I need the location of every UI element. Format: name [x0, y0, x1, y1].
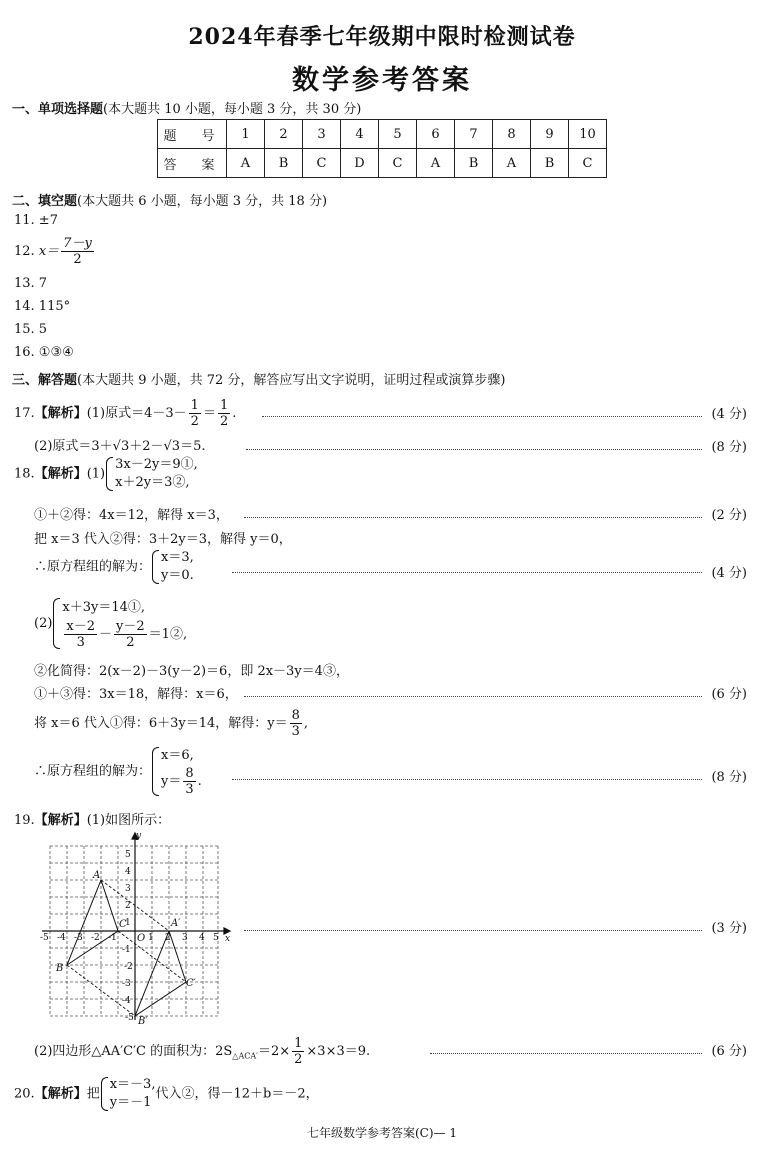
tick-label: -5	[125, 1013, 134, 1023]
answer-12-number: 12.	[14, 244, 35, 259]
tick-label: 2	[165, 933, 171, 943]
q17-part2: (2)原式＝3＋√3＋2－√3＝5.	[34, 439, 206, 454]
table-cell: D	[341, 149, 379, 178]
subscript: △ACA′	[232, 1051, 258, 1061]
score-leader	[232, 779, 702, 780]
tick-label: 3	[182, 933, 188, 943]
section-2-note: (本大题共 6 小题，每小题 3 分，共 18 分)	[77, 194, 328, 209]
score-leader	[244, 930, 702, 931]
point-label: B′	[138, 1016, 148, 1026]
table-header-number: 题 号	[158, 120, 227, 149]
analysis-tag: 【解析】	[34, 813, 87, 828]
equation-system	[151, 549, 194, 585]
point-label: A	[93, 870, 101, 881]
table-cell: 8	[493, 120, 531, 149]
score-leader	[430, 1053, 702, 1054]
denominator: 3	[76, 635, 85, 650]
fraction	[64, 619, 97, 650]
text: (1)如图所示：	[86, 813, 171, 828]
q18-step: ①＋②得：4x＝12，解得 x＝3，	[34, 508, 229, 523]
equation: x＋2y＝3②,	[115, 475, 190, 490]
table-cell: 5	[379, 120, 417, 149]
equation: x＝6,	[161, 748, 194, 763]
equation	[62, 619, 187, 650]
table-cell: 1	[227, 120, 265, 149]
point-label: C′	[186, 978, 196, 989]
equation	[161, 766, 202, 797]
tick-label: 5	[213, 933, 219, 943]
answer-16: 16. ①③④	[14, 345, 74, 360]
table-header-answer: 答 案	[158, 149, 227, 178]
numerator: x－2	[66, 619, 96, 634]
section-3-title: 三、解答题	[12, 373, 78, 388]
table-cell: 10	[569, 120, 607, 149]
table-cell: A	[417, 149, 455, 178]
section-1-note: (本大题共 10 小题，每小题 3 分，共 30 分)	[103, 102, 362, 117]
tick-label: 4	[125, 867, 131, 877]
x-axis-label: x	[225, 934, 231, 944]
text: 把	[86, 1086, 100, 1102]
table-cell: A	[227, 149, 265, 178]
text: ∴原方程组的解为：	[34, 559, 152, 575]
denominator: 2	[294, 1052, 303, 1067]
equation: x＝3,	[161, 550, 194, 565]
score: (6 分)	[711, 687, 747, 702]
section-3-note: (本大题共 9 小题，共 72 分，解答应写出文字说明，证明过程或演算步骤)	[77, 373, 506, 388]
analysis-tag: 【解析】	[34, 466, 87, 482]
fraction	[114, 619, 147, 650]
tick-label: 1	[125, 918, 131, 928]
origin-label: O	[137, 933, 146, 944]
section-2-heading	[12, 190, 327, 209]
tick-label: -4	[57, 933, 66, 943]
analysis-tag: 【解析】	[34, 1086, 87, 1102]
text: (2)四边形△AA′C′C 的面积为：2S	[34, 1044, 233, 1059]
q18-solution-1	[34, 549, 194, 585]
table-cell: 2	[265, 120, 303, 149]
question-number: 20.	[14, 1086, 35, 1102]
q18-step	[34, 708, 308, 739]
score-leader	[246, 449, 702, 450]
table-cell: B	[455, 149, 493, 178]
answer-table-number-row	[158, 120, 607, 149]
tick-label: 5	[125, 850, 131, 860]
table-cell: C	[569, 149, 607, 178]
tick-label: -1	[122, 945, 131, 955]
score: (3 分)	[711, 921, 747, 936]
coordinate-graph	[36, 830, 236, 1026]
tick-label: -4	[122, 996, 131, 1006]
fraction	[290, 708, 302, 739]
score: (6 分)	[711, 1044, 747, 1059]
score-leader	[262, 416, 702, 417]
point-label: A′	[171, 918, 181, 929]
answer-12-lhs: x＝	[38, 244, 60, 259]
answer-11: 11. ±7	[14, 213, 58, 228]
table-cell: C	[303, 149, 341, 178]
question-number: 18.	[14, 466, 35, 482]
q19-part1	[14, 809, 170, 828]
axes	[42, 833, 230, 1020]
text: ∴原方程组的解为：	[34, 764, 152, 779]
triangle-abc	[67, 880, 118, 965]
numerator: 8	[185, 766, 194, 781]
tick-label: -3	[74, 933, 83, 943]
y-ticks	[122, 850, 134, 1023]
tick-label: -5	[40, 933, 49, 943]
numerator: y－2	[116, 619, 145, 634]
answer-15: 15. 5	[14, 322, 48, 337]
text: 代入②，得－12＋b＝－2，	[155, 1086, 319, 1102]
text: y＝	[161, 774, 182, 789]
score-leader	[244, 696, 702, 697]
answer-13: 13. 7	[14, 276, 48, 291]
equation-system	[52, 597, 187, 650]
table-cell: 3	[303, 120, 341, 149]
equation: x＝－3,	[109, 1077, 156, 1092]
denominator: 2	[126, 635, 135, 650]
numerator: 1	[219, 398, 229, 413]
tick-label: 1	[148, 933, 154, 943]
equation: x＋3y＝14①,	[62, 600, 146, 615]
fraction	[183, 766, 195, 797]
table-cell: 9	[531, 120, 569, 149]
denominator: 3	[291, 724, 300, 739]
point-label: C	[119, 919, 127, 930]
equation: y＝0.	[161, 568, 194, 583]
equation-system	[105, 456, 198, 492]
page-footer: 七年级数学参考答案(C)— 1	[307, 1126, 457, 1140]
score: (4 分)	[711, 407, 747, 422]
numerator: 1	[294, 1036, 303, 1051]
tick-label: 4	[199, 933, 205, 943]
text: ,	[303, 716, 309, 731]
fraction	[61, 236, 94, 267]
text: 将 x＝6 代入①得：6＋3y＝14，解得：y＝	[34, 716, 288, 731]
page-subtitle: 数学参考答案	[292, 65, 472, 96]
q18-step: ①＋③得：3x＝18，解得：x＝6，	[34, 687, 238, 702]
q18-step: ②化简得：2(x－2)－3(y－2)＝6，即 2x－3y＝4③，	[34, 664, 349, 679]
denominator: 2	[73, 252, 82, 267]
section-3-heading	[12, 369, 506, 388]
equation-system	[151, 746, 202, 797]
table-cell: A	[493, 149, 531, 178]
tick-label: -3	[122, 979, 131, 989]
analysis-tag: 【解析】	[34, 406, 87, 421]
q20-part1	[14, 1076, 319, 1112]
table-cell: 7	[455, 120, 493, 149]
tick-label: -1	[108, 933, 117, 943]
equation: 3x－2y＝9①,	[115, 457, 198, 472]
denominator: 2	[190, 414, 199, 429]
part-label: (2)	[34, 616, 53, 631]
answer-table	[157, 119, 607, 178]
table-cell: B	[531, 149, 569, 178]
operator: －	[99, 627, 113, 642]
part-label: (1)	[86, 466, 106, 482]
section-1-title: 一、单项选择题	[12, 102, 104, 117]
operator: ＝1②,	[148, 627, 188, 642]
answer-12	[14, 236, 96, 267]
answer-14: 14. 115°	[14, 299, 71, 314]
section-1-heading	[12, 98, 361, 117]
q19-part2	[34, 1036, 370, 1067]
score: (2 分)	[711, 508, 747, 523]
fraction	[218, 398, 230, 429]
score-leader	[244, 517, 702, 518]
score: (8 分)	[711, 770, 747, 785]
numerator: 7－y	[63, 236, 92, 251]
answer-table-answer-row	[158, 149, 607, 178]
denominator: 2	[219, 414, 229, 429]
denominator: 3	[185, 782, 194, 797]
expression: .	[232, 406, 237, 421]
section-2-title: 二、填空题	[12, 194, 78, 209]
tick-label: -2	[91, 933, 100, 943]
table-cell: 6	[417, 120, 455, 149]
expression: (1)原式＝4－3－	[86, 406, 187, 421]
table-cell: B	[265, 149, 303, 178]
equation-system	[100, 1076, 156, 1112]
q17-part1	[14, 398, 236, 429]
text: ＝2×	[257, 1044, 291, 1059]
y-axis-label: y	[136, 831, 142, 841]
question-number: 17.	[14, 406, 35, 421]
numerator: 8	[291, 708, 300, 723]
q18-part2	[34, 597, 187, 650]
numerator: 1	[190, 398, 199, 413]
page-title: 2024年春季七年级期中限时检测试卷	[188, 24, 576, 50]
question-number: 19.	[14, 813, 35, 828]
point-label: B	[56, 963, 64, 974]
q18-solution-2	[34, 746, 202, 797]
equation: y＝－1	[109, 1095, 152, 1110]
table-cell: 4	[341, 120, 379, 149]
tick-label: -2	[124, 962, 133, 972]
expression: ＝	[202, 406, 216, 421]
text: .	[197, 774, 202, 789]
fraction	[189, 398, 201, 429]
text: ×3×3＝9.	[306, 1044, 371, 1059]
tick-label: 3	[125, 884, 131, 894]
fraction	[292, 1036, 304, 1067]
tick-label: 2	[125, 901, 131, 911]
q18-part1	[14, 456, 198, 492]
table-cell: C	[379, 149, 417, 178]
score: (4 分)	[711, 566, 747, 581]
q18-step: 把 x＝3 代入②得：3＋2y＝3，解得 y＝0，	[34, 532, 292, 547]
score: (8 分)	[711, 440, 747, 455]
score-leader	[232, 572, 702, 573]
